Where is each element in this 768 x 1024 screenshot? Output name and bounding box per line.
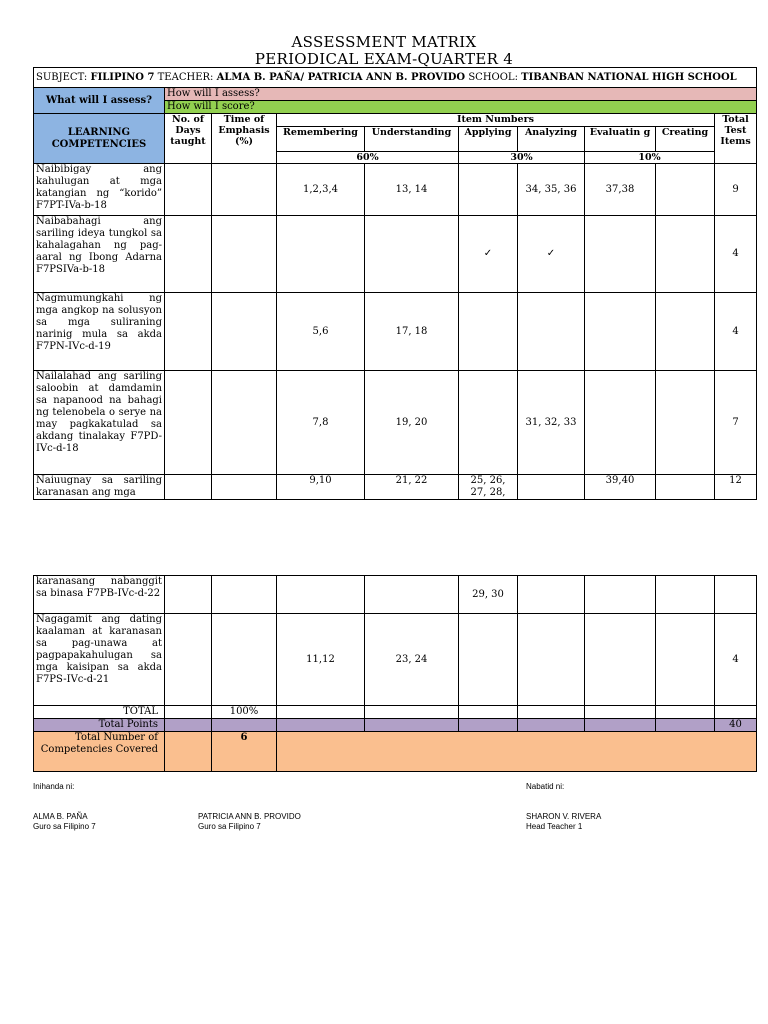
total-items-header: Total Test Items <box>715 114 757 164</box>
how-score-label: How will I score? <box>165 101 757 114</box>
remembering-header: Remembering <box>277 127 365 152</box>
signatory-2-role: Guro sa Filipino 7 <box>198 822 261 831</box>
applying-cell <box>459 371 518 475</box>
creating-cell <box>656 475 715 500</box>
competencies-covered-label: Total Number of Competencies Covered <box>34 732 165 772</box>
info-row: SUBJECT: FILIPINO 7 TEACHER: ALMA B. PAÑA/ PATRICIA ANN B. PROVIDO SCHOOL: TIBANBAN NATIONAL HIGH SCHOOL <box>34 68 757 88</box>
competency-row <box>34 614 757 706</box>
emphasis-cell <box>212 614 277 706</box>
days-header: No. of Days taught <box>165 114 212 164</box>
competency-text: Nailalahad ang sariling saloobin at damdamin sa napanood na bahagi ng telenobela o serye na may pagkakatulad sa akdang tinalakay F7PD-IVc-d-18 <box>34 371 165 475</box>
competency-row <box>34 576 757 614</box>
applying-header: Applying <box>459 127 518 152</box>
applying-cell <box>459 164 518 216</box>
total-items-cell: 4 <box>715 614 757 706</box>
document-title: ASSESSMENT MATRIX <box>291 33 477 51</box>
emphasis-cell <box>212 475 277 500</box>
analyzing-cell <box>518 576 585 614</box>
signatory-3-name: SHARON V. RIVERA <box>526 812 602 821</box>
days-cell <box>165 576 212 614</box>
item-numbers-header: Item Numbers <box>277 114 715 127</box>
competency-text: Nagmumungkahi ng mga angkop na solusyon sa mga suliraning narinig mula sa akda F7PN-IVc-d-19 <box>34 293 165 371</box>
understanding-cell: 19, 20 <box>365 371 459 475</box>
remembering-cell: 1,2,3,4 <box>277 164 365 216</box>
emphasis-cell <box>212 293 277 371</box>
evaluating-cell <box>585 216 656 293</box>
total-items-cell: 9 <box>715 164 757 216</box>
competency-row <box>34 475 757 500</box>
applying-cell: ✓ <box>459 216 518 293</box>
signatory-3-role: Head Teacher 1 <box>526 822 583 831</box>
applying-cell: 25, 26, 27, 28, <box>459 475 518 500</box>
competency-text: Naibabahagi ang sariling ideya tungkol sa kahalagahan ng pag-aaral ng Ibong Adarna F7PSIVa-b-18 <box>34 216 165 293</box>
emphasis-cell <box>212 216 277 293</box>
days-cell <box>165 216 212 293</box>
what-assess-label: What will I assess? <box>34 88 165 114</box>
creating-cell <box>656 371 715 475</box>
total-items-cell: 4 <box>715 293 757 371</box>
analyzing-header: Analyzing <box>518 127 585 152</box>
emphasis-cell <box>212 371 277 475</box>
school-value: TIBANBAN NATIONAL HIGH SCHOOL <box>521 71 737 83</box>
understanding-cell: 21, 22 <box>365 475 459 500</box>
evaluating-cell <box>585 293 656 371</box>
evaluating-cell <box>585 576 656 614</box>
pct-30: 30% <box>459 152 585 164</box>
competency-text: Nagagamit ang dating kaalaman at karanasan sa pag-unawa at pagpapakahulugan sa mga kaisipan sa akda F7PS-IVc-d-21 <box>34 614 165 706</box>
analyzing-cell <box>518 293 585 371</box>
analyzing-cell <box>518 475 585 500</box>
understanding-header: Understanding <box>365 127 459 152</box>
understanding-cell: 17, 18 <box>365 293 459 371</box>
creating-header: Creating <box>656 127 715 152</box>
assessment-matrix-continuation <box>33 575 757 772</box>
noted-by-label: Nabatid ni: <box>526 782 565 791</box>
evaluating-cell <box>585 614 656 706</box>
competency-row <box>34 164 757 216</box>
competency-text: karanasang nabanggit sa binasa F7PB-IVc-d-22 <box>34 576 165 614</box>
analyzing-cell: 34, 35, 36 <box>518 164 585 216</box>
applying-cell <box>459 614 518 706</box>
teacher-value: ALMA B. PAÑA/ PATRICIA ANN B. PROVIDO <box>216 71 466 83</box>
total-points-value: 40 <box>715 719 757 732</box>
emphasis-cell <box>212 164 277 216</box>
applying-cell: 29, 30 <box>459 576 518 614</box>
understanding-cell <box>365 216 459 293</box>
total-points-label: Total Points <box>34 719 165 732</box>
total-items-cell: 4 <box>715 216 757 293</box>
signatory-3 <box>526 812 601 832</box>
subject-value: FILIPINO 7 <box>90 71 155 83</box>
remembering-cell: 5,6 <box>277 293 365 371</box>
analyzing-cell: ✓ <box>518 216 585 293</box>
analyzing-cell: 31, 32, 33 <box>518 371 585 475</box>
evaluating-cell: 39,40 <box>585 475 656 500</box>
total-items-cell: 7 <box>715 371 757 475</box>
how-assess-label: How will I assess? <box>165 88 757 101</box>
learning-competencies-header: LEARNING COMPETENCIES <box>34 114 165 164</box>
remembering-cell: 9,10 <box>277 475 365 500</box>
prepared-by-label: Inihanda ni: <box>33 782 75 791</box>
signatory-1-name: ALMA B. PAÑA <box>33 812 88 821</box>
remembering-cell <box>277 576 365 614</box>
signatory-2-name: PATRICIA ANN B. PROVIDO <box>198 812 301 821</box>
creating-cell <box>656 293 715 371</box>
total-emphasis: 100% <box>212 706 277 719</box>
emphasis-cell <box>212 576 277 614</box>
signatory-2 <box>198 812 301 832</box>
evaluating-cell <box>585 371 656 475</box>
document-subtitle: PERIODICAL EXAM-QUARTER 4 <box>254 50 514 68</box>
competency-row <box>34 293 757 371</box>
total-items-cell <box>715 576 757 614</box>
remembering-cell <box>277 216 365 293</box>
signatory-1-role: Guro sa Filipino 7 <box>33 822 96 831</box>
days-cell <box>165 475 212 500</box>
emphasis-header: Time of Emphasis (%) <box>212 114 277 164</box>
days-cell <box>165 614 212 706</box>
understanding-cell: 13, 14 <box>365 164 459 216</box>
days-cell <box>165 371 212 475</box>
total-label: TOTAL <box>34 706 165 719</box>
creating-cell <box>656 164 715 216</box>
competency-row <box>34 216 757 293</box>
analyzing-cell <box>518 614 585 706</box>
competency-row <box>34 371 757 475</box>
competency-text: Naibibigay ang kahulugan at mga katangian ng “korido” F7PT-IVa-b-18 <box>34 164 165 216</box>
total-items-cell: 12 <box>715 475 757 500</box>
applying-cell <box>459 293 518 371</box>
assessment-matrix-table <box>33 67 757 500</box>
days-cell <box>165 293 212 371</box>
creating-cell <box>656 216 715 293</box>
competencies-covered-value: 6 <box>212 732 277 772</box>
pct-10: 10% <box>585 152 715 164</box>
days-cell <box>165 164 212 216</box>
creating-cell <box>656 614 715 706</box>
understanding-cell <box>365 576 459 614</box>
competency-text: Naiuugnay sa sariling karanasan ang mga <box>34 475 165 500</box>
pct-60: 60% <box>277 152 459 164</box>
understanding-cell: 23, 24 <box>365 614 459 706</box>
remembering-cell: 7,8 <box>277 371 365 475</box>
remembering-cell: 11,12 <box>277 614 365 706</box>
evaluating-header: Evaluatin g <box>585 127 656 152</box>
creating-cell <box>656 576 715 614</box>
evaluating-cell: 37,38 <box>585 164 656 216</box>
signatory-1 <box>33 812 96 832</box>
